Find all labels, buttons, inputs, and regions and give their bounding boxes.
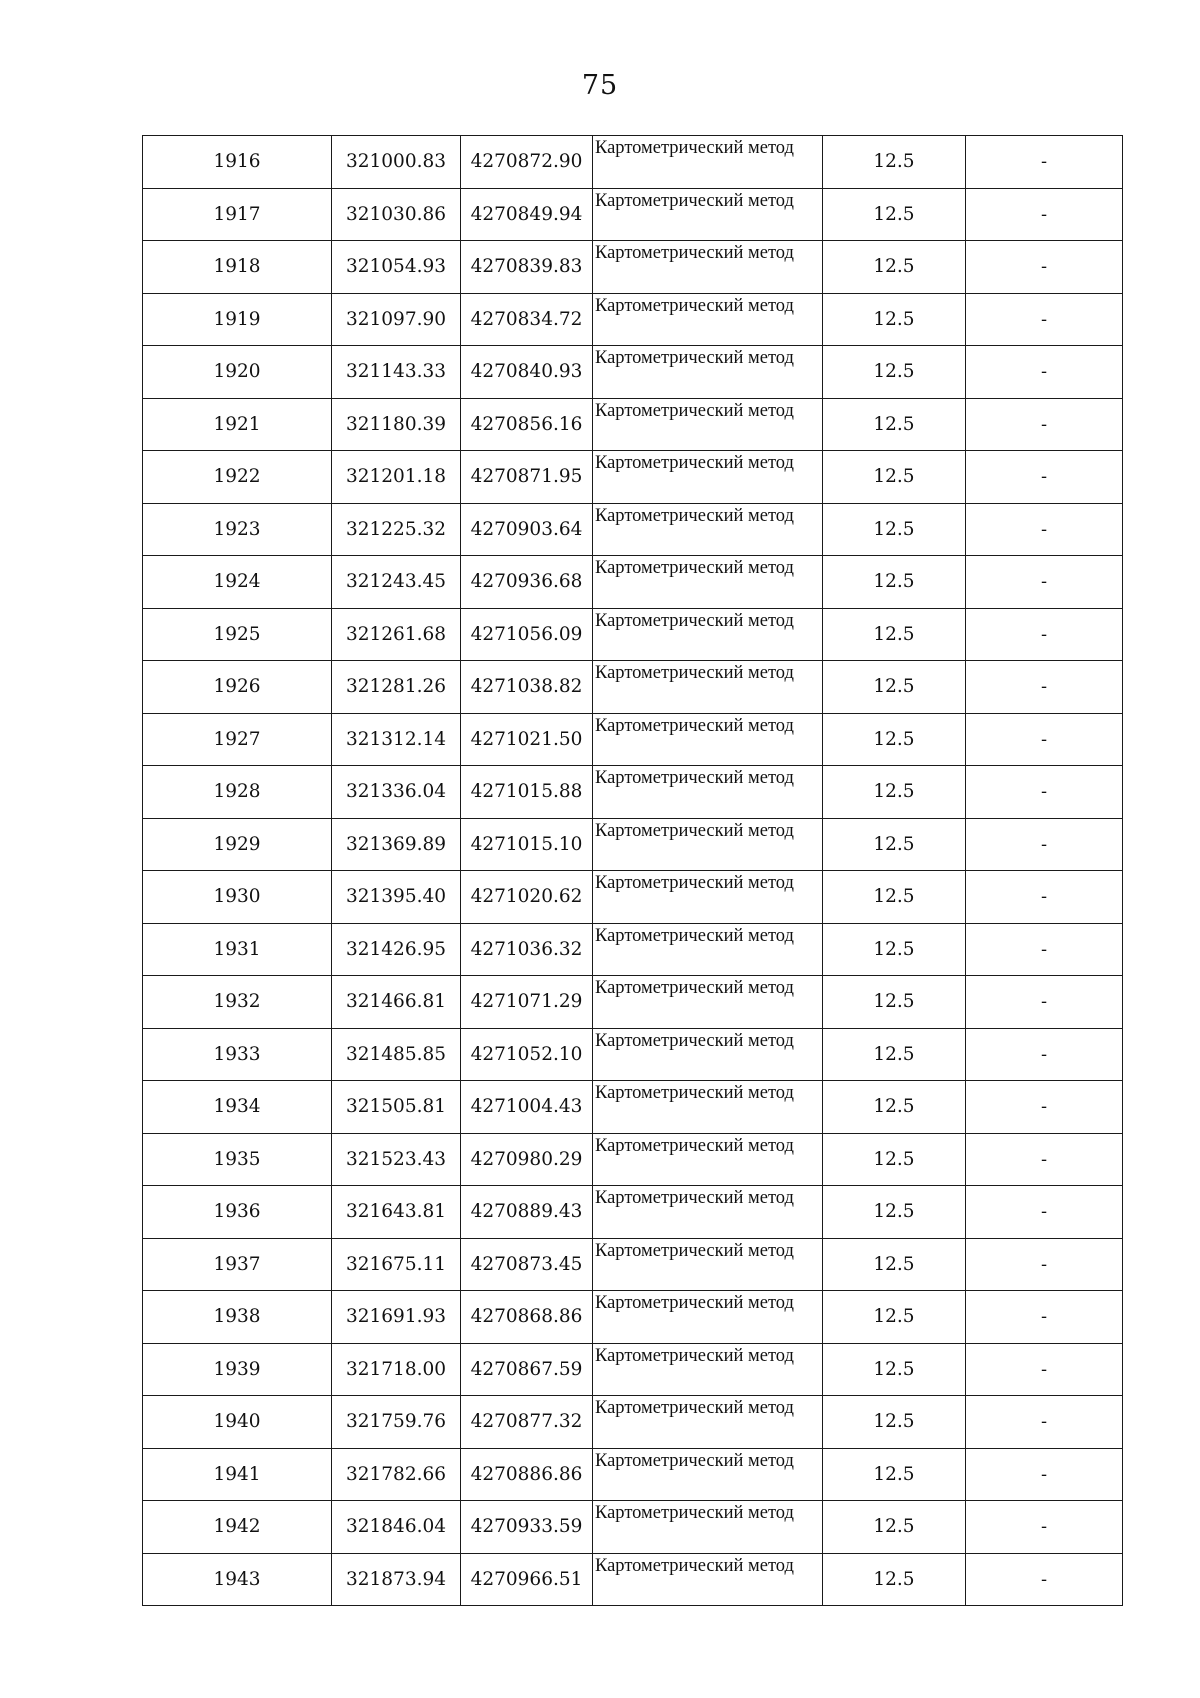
x-coordinate-cell: 321225.32 <box>332 503 461 556</box>
accuracy-cell: 12.5 <box>823 293 966 346</box>
accuracy-cell: 12.5 <box>823 241 966 294</box>
table-row <box>143 503 1123 556</box>
point-number-cell: 1941 <box>143 1448 332 1501</box>
accuracy-cell: 12.5 <box>823 661 966 714</box>
accuracy-cell: 12.5 <box>823 976 966 1029</box>
y-coordinate-cell: 4270871.95 <box>461 451 593 504</box>
x-coordinate-cell: 321030.86 <box>332 188 461 241</box>
coordinates-table-body <box>143 136 1123 1606</box>
table-row <box>143 1081 1123 1134</box>
table-row <box>143 976 1123 1029</box>
point-number-cell: 1943 <box>143 1553 332 1606</box>
method-cell: Картометрический метод <box>593 661 823 714</box>
note-cell: - <box>966 766 1123 819</box>
x-coordinate-cell: 321369.89 <box>332 818 461 871</box>
method-cell: Картометрический метод <box>593 1028 823 1081</box>
accuracy-cell: 12.5 <box>823 188 966 241</box>
x-coordinate-cell: 321691.93 <box>332 1291 461 1344</box>
method-cell: Картометрический метод <box>593 293 823 346</box>
note-cell: - <box>966 136 1123 189</box>
method-cell: Картометрический метод <box>593 1343 823 1396</box>
note-cell: - <box>966 1291 1123 1344</box>
x-coordinate-cell: 321718.00 <box>332 1343 461 1396</box>
method-cell: Картометрический метод <box>593 1448 823 1501</box>
note-cell: - <box>966 1133 1123 1186</box>
note-cell: - <box>966 713 1123 766</box>
table-row <box>143 1238 1123 1291</box>
x-coordinate-cell: 321054.93 <box>332 241 461 294</box>
table-row <box>143 661 1123 714</box>
method-cell: Картометрический метод <box>593 608 823 661</box>
table-row <box>143 1186 1123 1239</box>
x-coordinate-cell: 321281.26 <box>332 661 461 714</box>
x-coordinate-cell: 321846.04 <box>332 1501 461 1554</box>
point-number-cell: 1919 <box>143 293 332 346</box>
note-cell: - <box>966 1081 1123 1134</box>
table-row <box>143 136 1123 189</box>
table-row <box>143 1553 1123 1606</box>
table-row <box>143 451 1123 504</box>
y-coordinate-cell: 4270872.90 <box>461 136 593 189</box>
table-row <box>143 818 1123 871</box>
accuracy-cell: 12.5 <box>823 608 966 661</box>
note-cell: - <box>966 451 1123 504</box>
method-cell: Картометрический метод <box>593 241 823 294</box>
table-row <box>143 188 1123 241</box>
point-number-cell: 1932 <box>143 976 332 1029</box>
y-coordinate-cell: 4271015.10 <box>461 818 593 871</box>
point-number-cell: 1942 <box>143 1501 332 1554</box>
y-coordinate-cell: 4270889.43 <box>461 1186 593 1239</box>
point-number-cell: 1925 <box>143 608 332 661</box>
table-row <box>143 766 1123 819</box>
method-cell: Картометрический метод <box>593 1081 823 1134</box>
table-row <box>143 1291 1123 1344</box>
point-number-cell: 1938 <box>143 1291 332 1344</box>
method-cell: Картометрический метод <box>593 136 823 189</box>
point-number-cell: 1922 <box>143 451 332 504</box>
x-coordinate-cell: 321505.81 <box>332 1081 461 1134</box>
method-cell: Картометрический метод <box>593 1501 823 1554</box>
accuracy-cell: 12.5 <box>823 1396 966 1449</box>
y-coordinate-cell: 4271004.43 <box>461 1081 593 1134</box>
note-cell: - <box>966 1186 1123 1239</box>
point-number-cell: 1934 <box>143 1081 332 1134</box>
y-coordinate-cell: 4271038.82 <box>461 661 593 714</box>
accuracy-cell: 12.5 <box>823 398 966 451</box>
point-number-cell: 1918 <box>143 241 332 294</box>
note-cell: - <box>966 503 1123 556</box>
y-coordinate-cell: 4271056.09 <box>461 608 593 661</box>
x-coordinate-cell: 321675.11 <box>332 1238 461 1291</box>
point-number-cell: 1933 <box>143 1028 332 1081</box>
accuracy-cell: 12.5 <box>823 713 966 766</box>
table-row <box>143 1133 1123 1186</box>
y-coordinate-cell: 4271015.88 <box>461 766 593 819</box>
method-cell: Картометрический метод <box>593 398 823 451</box>
note-cell: - <box>966 1238 1123 1291</box>
method-cell: Картометрический метод <box>593 1133 823 1186</box>
accuracy-cell: 12.5 <box>823 346 966 399</box>
accuracy-cell: 12.5 <box>823 1238 966 1291</box>
accuracy-cell: 12.5 <box>823 451 966 504</box>
method-cell: Картометрический метод <box>593 556 823 609</box>
y-coordinate-cell: 4270873.45 <box>461 1238 593 1291</box>
table-row <box>143 923 1123 976</box>
note-cell: - <box>966 1448 1123 1501</box>
accuracy-cell: 12.5 <box>823 1028 966 1081</box>
note-cell: - <box>966 241 1123 294</box>
note-cell: - <box>966 661 1123 714</box>
table-row <box>143 556 1123 609</box>
note-cell: - <box>966 1343 1123 1396</box>
table-row <box>143 871 1123 924</box>
table-row <box>143 398 1123 451</box>
point-number-cell: 1920 <box>143 346 332 399</box>
point-number-cell: 1926 <box>143 661 332 714</box>
table-row <box>143 346 1123 399</box>
x-coordinate-cell: 321485.85 <box>332 1028 461 1081</box>
y-coordinate-cell: 4270980.29 <box>461 1133 593 1186</box>
method-cell: Картометрический метод <box>593 766 823 819</box>
point-number-cell: 1916 <box>143 136 332 189</box>
y-coordinate-cell: 4270966.51 <box>461 1553 593 1606</box>
accuracy-cell: 12.5 <box>823 766 966 819</box>
note-cell: - <box>966 976 1123 1029</box>
table-row <box>143 608 1123 661</box>
method-cell: Картометрический метод <box>593 713 823 766</box>
method-cell: Картометрический метод <box>593 1553 823 1606</box>
method-cell: Картометрический метод <box>593 188 823 241</box>
note-cell: - <box>966 1501 1123 1554</box>
x-coordinate-cell: 321782.66 <box>332 1448 461 1501</box>
accuracy-cell: 12.5 <box>823 1448 966 1501</box>
x-coordinate-cell: 321143.33 <box>332 346 461 399</box>
table-row <box>143 713 1123 766</box>
table-row <box>143 1028 1123 1081</box>
accuracy-cell: 12.5 <box>823 818 966 871</box>
accuracy-cell: 12.5 <box>823 871 966 924</box>
page-number: 75 <box>581 70 619 101</box>
point-number-cell: 1924 <box>143 556 332 609</box>
note-cell: - <box>966 608 1123 661</box>
x-coordinate-cell: 321243.45 <box>332 556 461 609</box>
accuracy-cell: 12.5 <box>823 1133 966 1186</box>
point-number-cell: 1935 <box>143 1133 332 1186</box>
point-number-cell: 1940 <box>143 1396 332 1449</box>
accuracy-cell: 12.5 <box>823 1501 966 1554</box>
method-cell: Картометрический метод <box>593 1396 823 1449</box>
note-cell: - <box>966 293 1123 346</box>
x-coordinate-cell: 321426.95 <box>332 923 461 976</box>
method-cell: Картометрический метод <box>593 976 823 1029</box>
note-cell: - <box>966 923 1123 976</box>
note-cell: - <box>966 871 1123 924</box>
method-cell: Картометрический метод <box>593 346 823 399</box>
x-coordinate-cell: 321466.81 <box>332 976 461 1029</box>
method-cell: Картометрический метод <box>593 1186 823 1239</box>
table-row <box>143 1343 1123 1396</box>
method-cell: Картометрический метод <box>593 923 823 976</box>
accuracy-cell: 12.5 <box>823 503 966 556</box>
y-coordinate-cell: 4271020.62 <box>461 871 593 924</box>
x-coordinate-cell: 321759.76 <box>332 1396 461 1449</box>
x-coordinate-cell: 321261.68 <box>332 608 461 661</box>
y-coordinate-cell: 4270849.94 <box>461 188 593 241</box>
x-coordinate-cell: 321312.14 <box>332 713 461 766</box>
point-number-cell: 1930 <box>143 871 332 924</box>
method-cell: Картометрический метод <box>593 818 823 871</box>
method-cell: Картометрический метод <box>593 1291 823 1344</box>
y-coordinate-cell: 4271052.10 <box>461 1028 593 1081</box>
table-row <box>143 1448 1123 1501</box>
point-number-cell: 1921 <box>143 398 332 451</box>
accuracy-cell: 12.5 <box>823 136 966 189</box>
table-row <box>143 1501 1123 1554</box>
note-cell: - <box>966 1396 1123 1449</box>
x-coordinate-cell: 321873.94 <box>332 1553 461 1606</box>
table-row <box>143 293 1123 346</box>
note-cell: - <box>966 346 1123 399</box>
point-number-cell: 1931 <box>143 923 332 976</box>
note-cell: - <box>966 1553 1123 1606</box>
y-coordinate-cell: 4270868.86 <box>461 1291 593 1344</box>
accuracy-cell: 12.5 <box>823 1343 966 1396</box>
point-number-cell: 1927 <box>143 713 332 766</box>
accuracy-cell: 12.5 <box>823 556 966 609</box>
note-cell: - <box>966 188 1123 241</box>
y-coordinate-cell: 4270936.68 <box>461 556 593 609</box>
table-row <box>143 241 1123 294</box>
note-cell: - <box>966 818 1123 871</box>
y-coordinate-cell: 4271021.50 <box>461 713 593 766</box>
x-coordinate-cell: 321523.43 <box>332 1133 461 1186</box>
x-coordinate-cell: 321336.04 <box>332 766 461 819</box>
y-coordinate-cell: 4270867.59 <box>461 1343 593 1396</box>
note-cell: - <box>966 398 1123 451</box>
method-cell: Картометрический метод <box>593 451 823 504</box>
y-coordinate-cell: 4270834.72 <box>461 293 593 346</box>
y-coordinate-cell: 4270903.64 <box>461 503 593 556</box>
note-cell: - <box>966 1028 1123 1081</box>
y-coordinate-cell: 4270839.83 <box>461 241 593 294</box>
point-number-cell: 1937 <box>143 1238 332 1291</box>
point-number-cell: 1929 <box>143 818 332 871</box>
coordinates-table <box>142 135 1123 1606</box>
accuracy-cell: 12.5 <box>823 1081 966 1134</box>
method-cell: Картометрический метод <box>593 1238 823 1291</box>
note-cell: - <box>966 556 1123 609</box>
point-number-cell: 1939 <box>143 1343 332 1396</box>
y-coordinate-cell: 4271071.29 <box>461 976 593 1029</box>
y-coordinate-cell: 4270877.32 <box>461 1396 593 1449</box>
table-row <box>143 1396 1123 1449</box>
method-cell: Картометрический метод <box>593 871 823 924</box>
y-coordinate-cell: 4271036.32 <box>461 923 593 976</box>
point-number-cell: 1917 <box>143 188 332 241</box>
accuracy-cell: 12.5 <box>823 1186 966 1239</box>
y-coordinate-cell: 4270886.86 <box>461 1448 593 1501</box>
x-coordinate-cell: 321000.83 <box>332 136 461 189</box>
x-coordinate-cell: 321395.40 <box>332 871 461 924</box>
method-cell: Картометрический метод <box>593 503 823 556</box>
point-number-cell: 1923 <box>143 503 332 556</box>
x-coordinate-cell: 321180.39 <box>332 398 461 451</box>
x-coordinate-cell: 321201.18 <box>332 451 461 504</box>
point-number-cell: 1936 <box>143 1186 332 1239</box>
x-coordinate-cell: 321643.81 <box>332 1186 461 1239</box>
accuracy-cell: 12.5 <box>823 1553 966 1606</box>
point-number-cell: 1928 <box>143 766 332 819</box>
y-coordinate-cell: 4270840.93 <box>461 346 593 399</box>
y-coordinate-cell: 4270933.59 <box>461 1501 593 1554</box>
accuracy-cell: 12.5 <box>823 923 966 976</box>
y-coordinate-cell: 4270856.16 <box>461 398 593 451</box>
accuracy-cell: 12.5 <box>823 1291 966 1344</box>
x-coordinate-cell: 321097.90 <box>332 293 461 346</box>
